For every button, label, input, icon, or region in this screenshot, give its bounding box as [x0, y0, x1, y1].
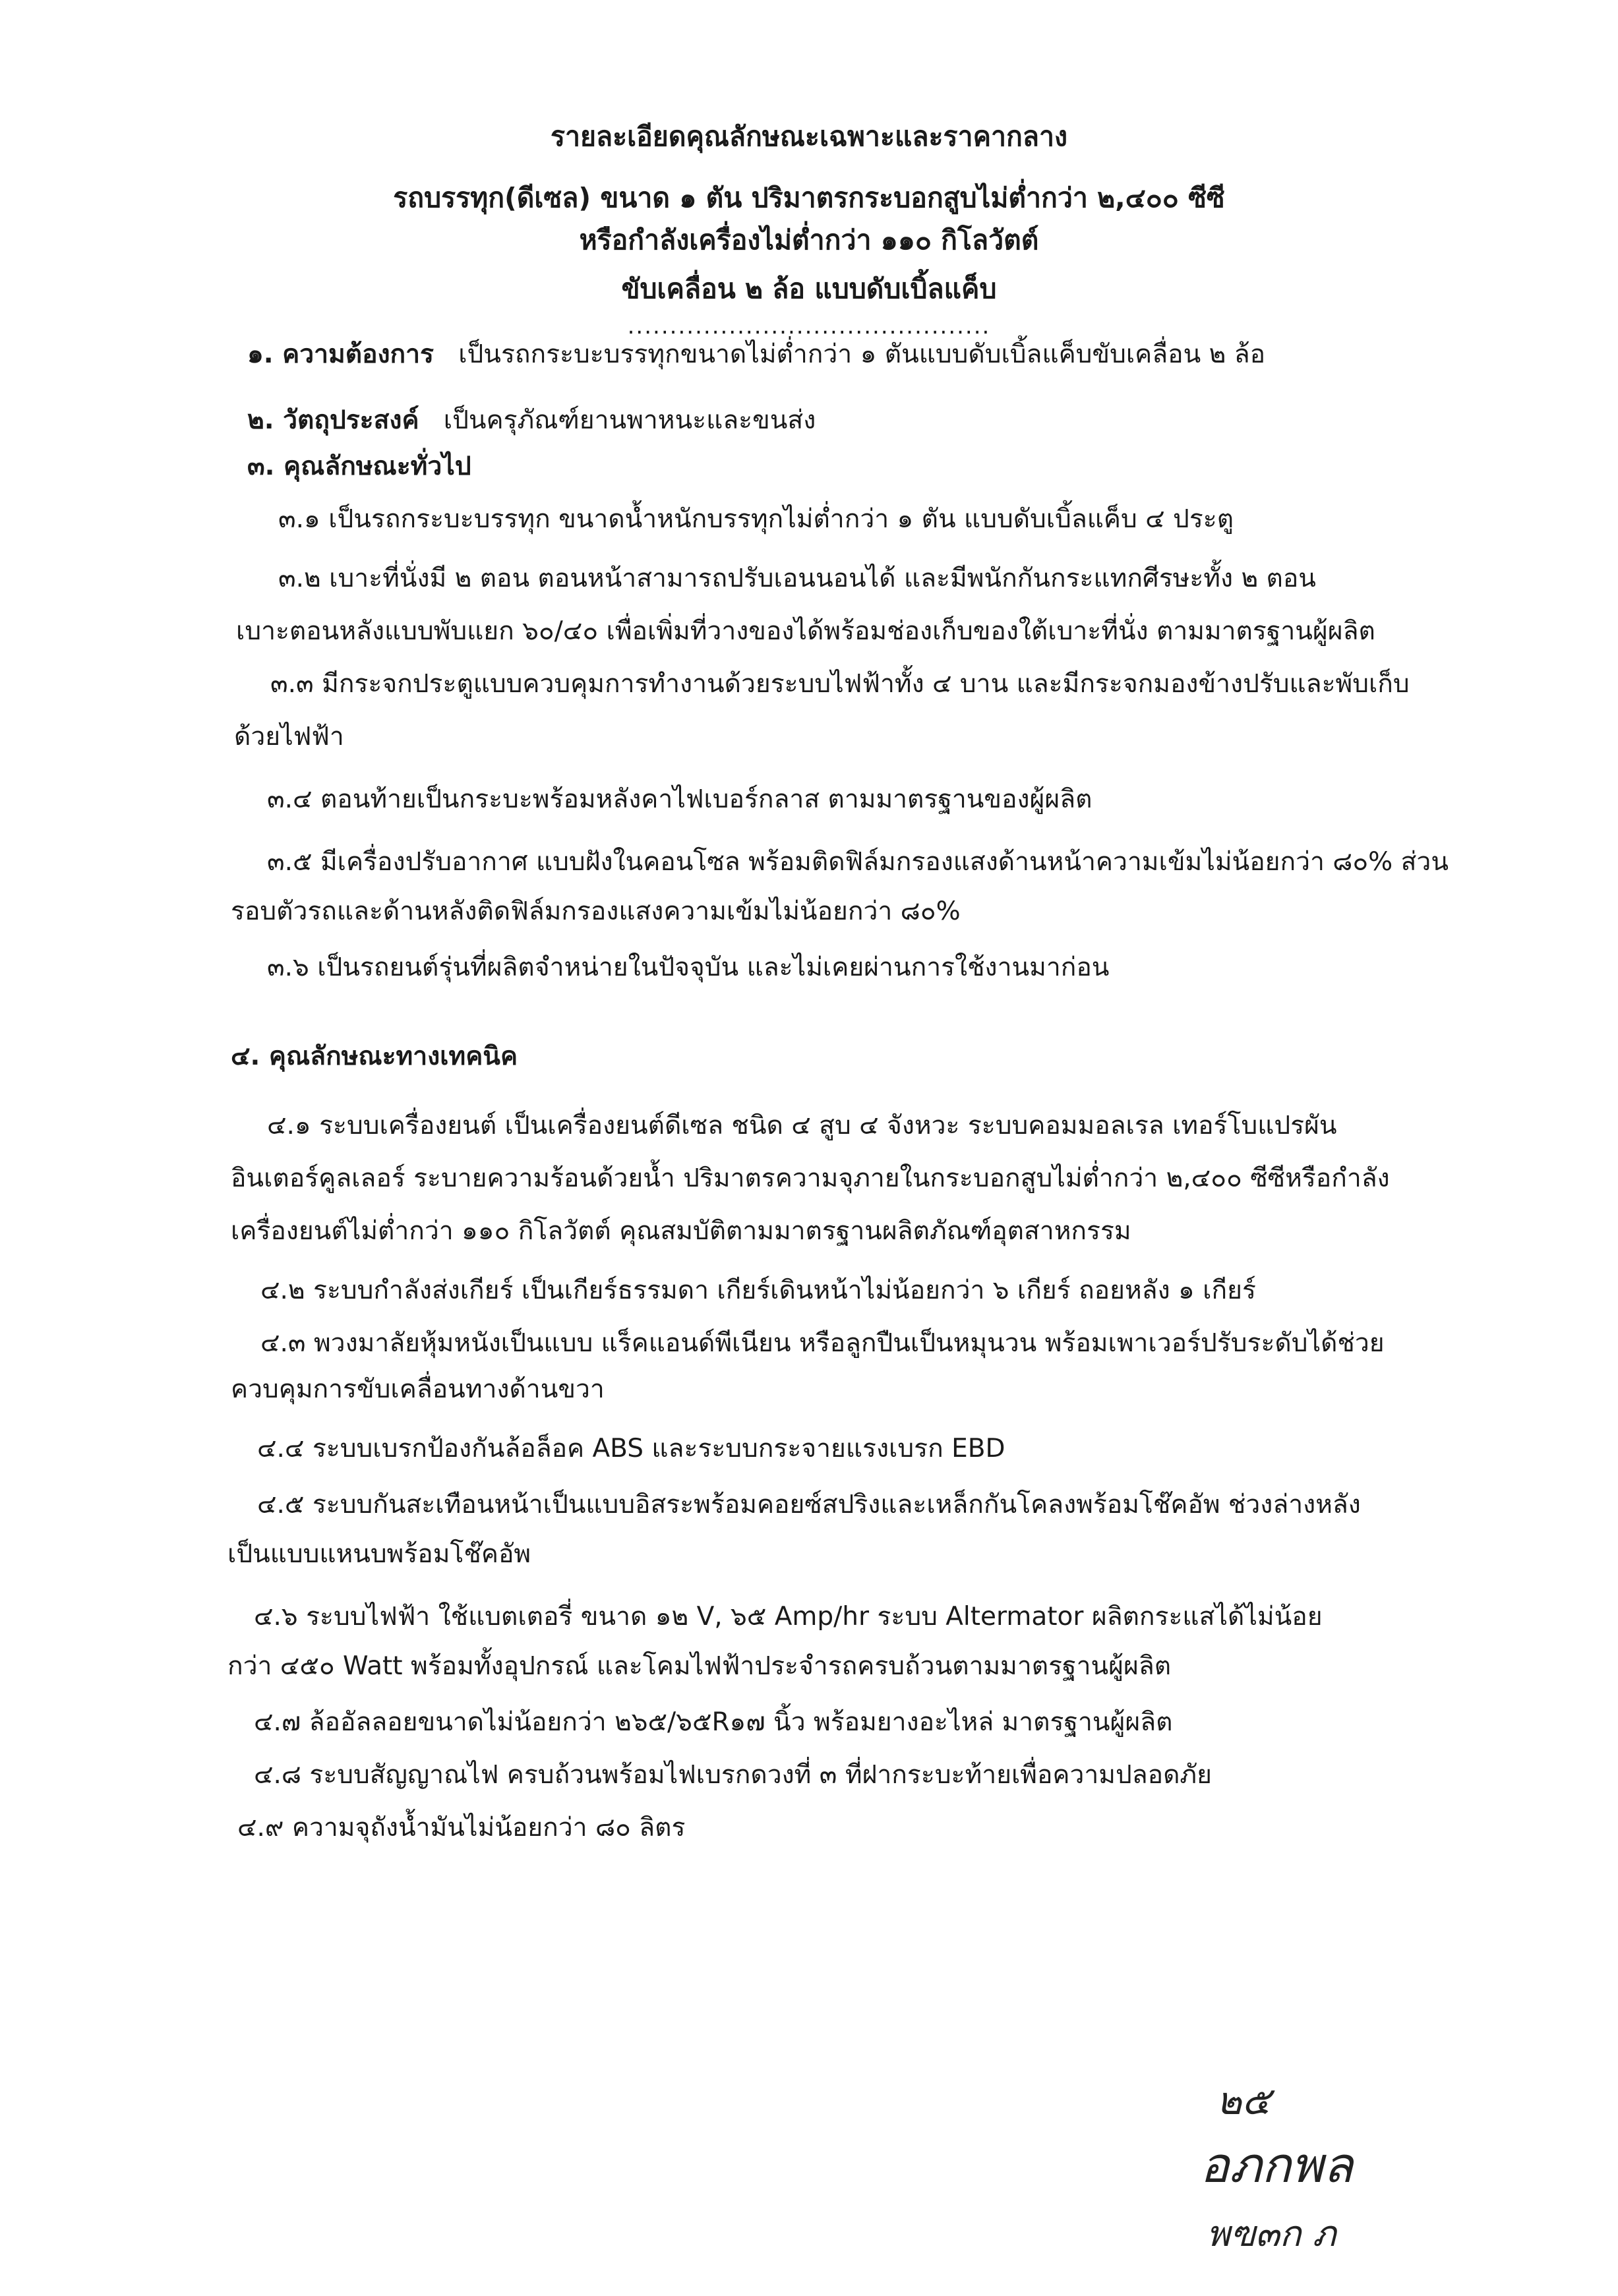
section-2-heading: ๒. วัตถุประสงค์	[247, 405, 419, 435]
item-4-5-line-2: เป็นแบบแหนบพร้อมโช๊คอัพ	[227, 1539, 531, 1569]
item-4-3-line-2: ควบคุมการขับเคลื่อนทางด้านขวา	[231, 1374, 605, 1404]
section-2	[247, 405, 816, 436]
item-3-5-line-2: รอบตัวรถและด้านหลังติดฟิล์มกรองแสงความเข้มไม่น้อยกว่า ๘๐%	[231, 897, 961, 926]
item-4-1-line-1: ๔.๑ ระบบเครื่องยนต์ เป็นเครื่องยนต์ดีเซล ชนิด ๔ สูบ ๔ จังหวะ ระบบคอมมอลเรล เทอร์โบแปรผัน	[267, 1111, 1337, 1140]
title-line-2: รถบรรทุก(ดีเซล) ขนาด ๑ ตัน ปริมาตรกระบอกสูบไม่ต่ำกว่า ๒,๔๐๐ ซีซี	[393, 182, 1225, 214]
title-line-1: รายละเอียดคุณลักษณะเฉพาะและราคากลาง	[550, 121, 1068, 152]
item-4-3-line-1: ๔.๓ พวงมาลัยหุ้มหนังเป็นแบบ แร็คแอนด์พีเนียน หรือลูกปืนเป็นหมุนวน พร้อมเพาเวอร์ปรับระดับได้ช่วย	[260, 1328, 1385, 1358]
section-3-heading	[247, 452, 471, 483]
section-3-heading-text: ๓. คุณลักษณะทั่วไป	[247, 452, 471, 481]
item-3-2-line-1: ๓.๒ เบาะที่นั่งมี ๒ ตอน ตอนหน้าสามารถปรับเอนนอนได้ และมีพนักกันกระแทกศีรษะทั้ง ๒ ตอน	[278, 564, 1316, 593]
section-4-heading-text: ๔. คุณลักษณะทางเทคนิค	[231, 1042, 518, 1071]
item-4-4: ๔.๔ ระบบเบรกป้องกันล้อล็อค ABS และระบบกระจายแรงเบรก EBD	[257, 1434, 1005, 1463]
item-4-8: ๔.๘ ระบบสัญญาณไฟ ครบถ้วนพร้อมไฟเบรกดวงที่ ๓ ที่ฝากระบะท้ายเพื่อความปลอดภัย	[254, 1760, 1212, 1790]
section-1-text: เป็นรถกระบะบรรทุกขนาดไม่ต่ำกว่า ๑ ตันแบบดับเบิ้ลแค็บขับเคลื่อน ๒ ล้อ	[458, 339, 1266, 369]
item-4-1-line-3: เครื่องยนต์ไม่ต่ำกว่า ๑๑๐ กิโลวัตต์ คุณสมบัติตามมาตรฐานผลิตภัณฑ์อุตสาหกรรม	[231, 1216, 1131, 1246]
item-4-9: ๔.๙ ความจุถังน้ำมันไม่น้อยกว่า ๘๐ ลิตร	[237, 1813, 686, 1842]
item-4-2: ๔.๒ ระบบกำลังส่งเกียร์ เป็นเกียร์ธรรมดา เกียร์เดินหน้าไม่น้อยกว่า ๖ เกียร์ ถอยหลัง ๑ เกียร์	[260, 1276, 1256, 1305]
item-3-6: ๓.๖ เป็นรถยนต์รุ่นที่ผลิตจำหน่ายในปัจจุบัน และไม่เคยผ่านการใช้งานมาก่อน	[267, 953, 1110, 982]
section-1	[247, 339, 1265, 370]
section-1-heading: ๑. ความต้องการ	[247, 339, 434, 369]
item-3-2-line-2: เบาะตอนหลังแบบพับแยก ๖๐/๔๐ เพื่อเพิ่มที่วางของได้พร้อมช่องเก็บของใต้เบาะที่นั่ง ตามมาตรฐานผู้ผลิต	[236, 616, 1375, 646]
page-mark: ๒๕	[1216, 2078, 1271, 2123]
signature-name: อภกพล	[1200, 2137, 1354, 2194]
item-4-5-line-1: ๔.๕ ระบบกันสะเทือนหน้าเป็นแบบอิสระพร้อมคอยซ์สปริงและเหล็กกันโคลงพร้อมโช๊คอัพ ช่วงล่างหลัง	[257, 1490, 1361, 1519]
item-4-6-line-2: กว่า ๔๕๐ Watt พร้อมทั้งอุปกรณ์ และโคมไฟฟ้าประจำรถครบถ้วนตามมาตรฐานผู้ผลิต	[227, 1651, 1172, 1681]
title-line-4: ขับเคลื่อน ๒ ล้อ แบบดับเบิ้ลแค็บ	[621, 273, 997, 305]
item-3-3-line-2: ด้วยไฟฟ้า	[234, 722, 344, 751]
section-2-text: เป็นครุภัณฑ์ยานพาหนะและขนส่ง	[443, 405, 816, 435]
item-4-1-line-2: อินเตอร์คูลเลอร์ ระบายความร้อนด้วยน้ำ ปริมาตรความจุภายในกระบอกสูบไม่ต่ำกว่า ๒,๔๐๐ ซีซีหรือกำลัง	[231, 1163, 1390, 1193]
title-line-3: หรือกำลังเครื่องไม่ต่ำกว่า ๑๑๐ กิโลวัตต์	[579, 224, 1039, 256]
item-3-1: ๓.๑ เป็นรถกระบะบรรทุก ขนาดน้ำหนักบรรทุกไม่ต่ำกว่า ๑ ตัน แบบดับเบิ้ลแค็บ ๔ ประตู	[278, 504, 1234, 534]
item-3-3-line-1: ๓.๓ มีกระจกประตูแบบควบคุมการทำงานด้วยระบบไฟฟ้าทั้ง ๔ บาน และมีกระจกมองข้างปรับและพับเก็บ	[270, 669, 1410, 699]
section-4-heading	[231, 1042, 518, 1073]
item-3-4: ๓.๔ ตอนท้ายเป็นกระบะพร้อมหลังคาไฟเบอร์กลาส ตามมาตรฐานของผู้ผลิต	[267, 784, 1093, 814]
signature-sub: พฃ๓ก ภ	[1207, 2213, 1336, 2254]
item-3-5-line-1: ๓.๕ มีเครื่องปรับอากาศ แบบฝังในคอนโซล พร้อมติดฟิล์มกรองแสงด้านหน้าความเข้มไม่น้อยกว่า ๘๐% ส่วน	[267, 847, 1449, 877]
title-separator: ...........................................	[627, 313, 991, 339]
item-4-6-line-1: ๔.๖ ระบบไฟฟ้า ใช้แบตเตอรี่ ขนาด ๑๒ V, ๖๕ Amp/hr ระบบ Altermator ผลิตกระแสได้ไม่น้อย	[254, 1602, 1323, 1632]
item-4-7: ๔.๗ ล้ออัลลอยขนาดไม่น้อยกว่า ๒๖๕/๖๕R๑๗ นิ้ว พร้อมยางอะไหล่ มาตรฐานผู้ผลิต	[254, 1707, 1173, 1737]
